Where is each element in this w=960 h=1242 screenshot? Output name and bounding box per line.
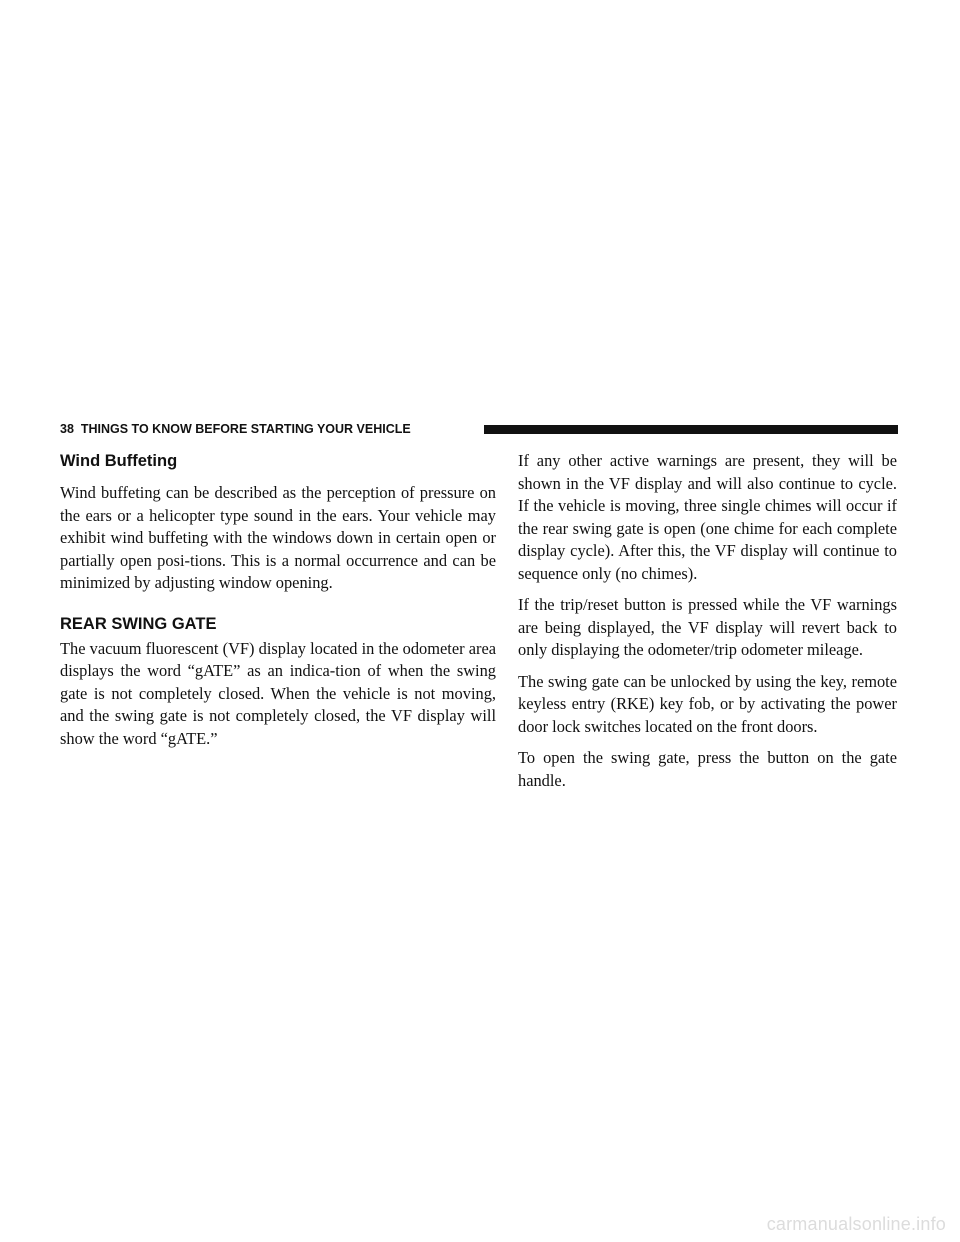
left-column	[60, 450, 496, 759]
unlock-paragraph: The swing gate can be unlocked by using the key, remote keyless entry (RKE) key fob, or by activating the power door lock switches located on the front doors.	[518, 671, 897, 736]
header-text	[60, 421, 411, 437]
wind-buffeting-paragraph: Wind buffeting can be described as the perception of pressure on the ears or a helicopter type sound in the ears. Your vehicle may exhibit wind buffeting with the windows down in certain open or partially open posi-tions. This is a normal occurrence and can be minimized by adjusting window opening.	[60, 483, 496, 592]
rear-swing-gate-paragraph: The vacuum fluorescent (VF) display located in the odometer area displays the word “gATE” as an indica-tion of when the swing gate is not completely closed. When the vehicle is not moving, and the swing gate is not completely closed, the VF display will show the word “gATE.”	[60, 638, 496, 748]
section-title: THINGS TO KNOW BEFORE STARTING YOUR VEHICLE	[80, 422, 411, 436]
wind-buffeting-heading: Wind Buffeting	[60, 452, 178, 470]
warnings-paragraph: If any other active warnings are present, they will be shown in the VF display and will also continue to cycle. If the vehicle is moving, three single chimes will occur if the rear swing gate is open (one chime for each complete display cycle). After this, the VF display will continue to sequence only (no chimes).	[518, 451, 897, 583]
open-gate-paragraph: To open the swing gate, press the button on the gate handle.	[518, 748, 897, 790]
header-rule-bar	[484, 425, 898, 434]
right-column	[518, 450, 897, 801]
rear-swing-gate-heading: REAR SWING GATE	[60, 614, 217, 633]
watermark: carmanualsonline.info	[766, 1214, 946, 1234]
page-number: 38	[60, 422, 74, 436]
page-header	[60, 420, 898, 440]
trip-reset-paragraph: If the trip/reset button is pressed while the VF warnings are being displayed, the VF display will revert back to only displaying the odometer/trip odometer mileage.	[518, 595, 897, 659]
